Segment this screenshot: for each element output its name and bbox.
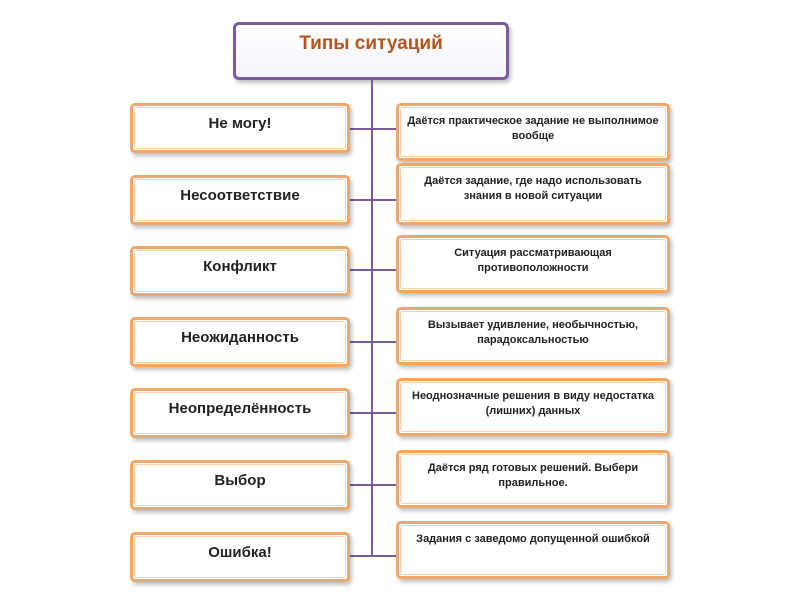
connector-branch <box>350 412 372 414</box>
situation-row <box>0 378 800 440</box>
connector-branch <box>372 199 396 201</box>
connector-branch <box>372 128 396 130</box>
connector-branch <box>372 555 396 557</box>
situation-row <box>0 521 800 583</box>
situation-description-box: Вызывает удивление, необычностью, парадоксальностью <box>396 307 670 365</box>
connector-branch <box>350 128 372 130</box>
situation-type-box: Выбор <box>130 460 350 510</box>
situation-description-box: Ситуация рассматривающая противоположности <box>396 235 670 293</box>
situation-description-box: Неоднозначные решения в виду недостатка (лишних) данных <box>396 378 670 436</box>
situation-row <box>0 103 800 165</box>
situation-row <box>0 235 800 297</box>
connector-branch <box>372 269 396 271</box>
connector-branch <box>350 269 372 271</box>
situation-description-box: Даётся задание, где надо использовать знания в новой ситуации <box>396 163 670 225</box>
connector-branch <box>372 341 396 343</box>
situation-type-box: Не могу! <box>130 103 350 153</box>
connector-branch <box>372 412 396 414</box>
connector-branch <box>350 484 372 486</box>
situation-row <box>0 307 800 369</box>
situation-row <box>0 163 800 225</box>
connector-branch <box>372 484 396 486</box>
connector-branch <box>350 555 372 557</box>
situation-description-box: Даётся ряд готовых решений. Выбери правильное. <box>396 450 670 508</box>
situation-type-box: Неожиданность <box>130 317 350 367</box>
diagram-title: Типы ситуаций <box>233 22 509 80</box>
situation-type-box: Неопределённость <box>130 388 350 438</box>
connector-branch <box>350 199 372 201</box>
situation-description-box: Задания с заведомо допущенной ошибкой <box>396 521 670 579</box>
situation-type-box: Ошибка! <box>130 532 350 582</box>
situation-type-box: Несоответствие <box>130 175 350 225</box>
situation-row <box>0 450 800 512</box>
connector-branch <box>350 341 372 343</box>
situation-type-box: Конфликт <box>130 246 350 296</box>
situation-description-box: Даётся практическое задание не выполнимое вообще <box>396 103 670 161</box>
